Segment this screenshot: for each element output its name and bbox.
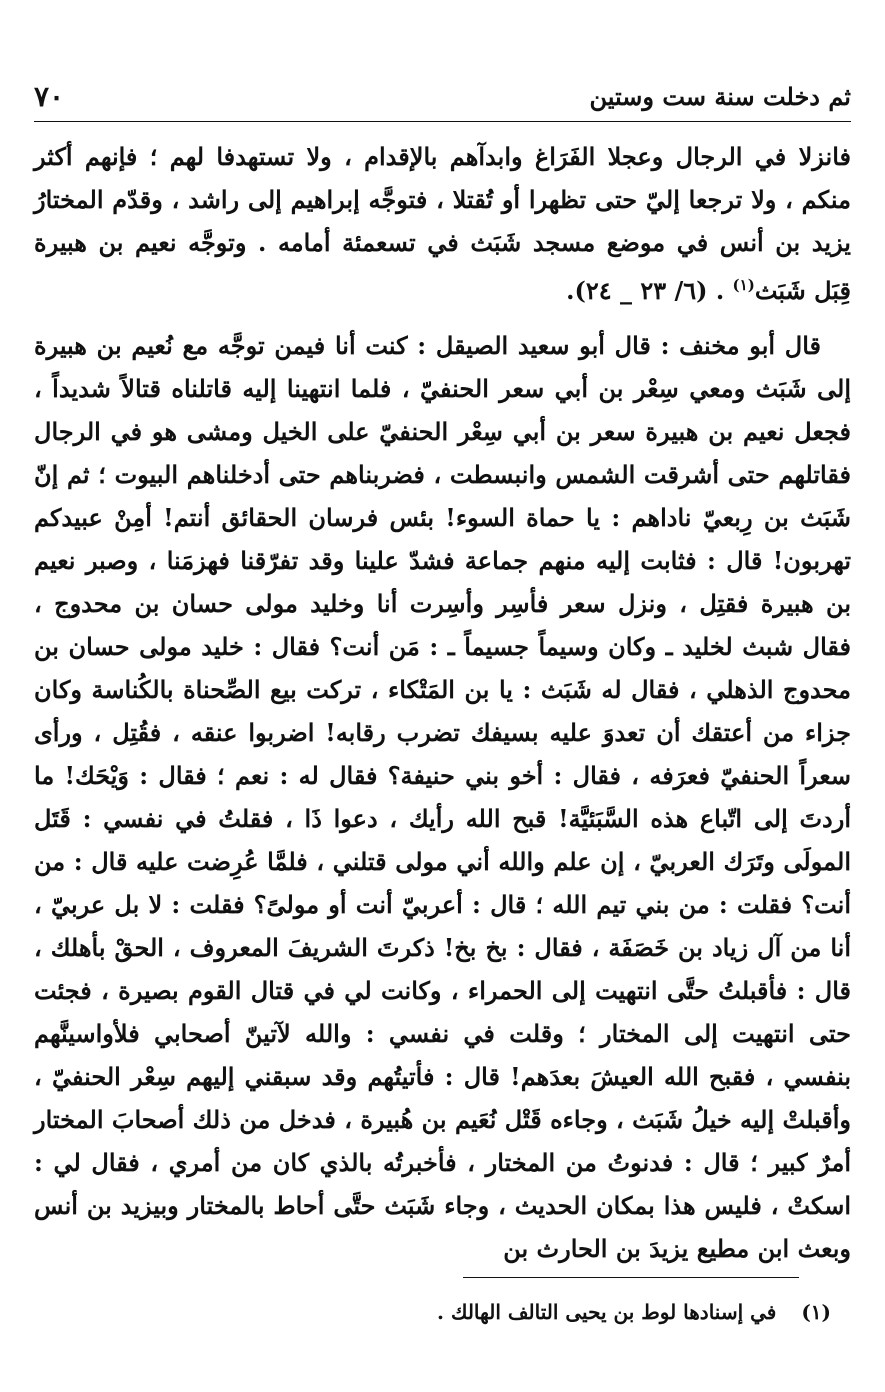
header-rule: [34, 121, 851, 122]
body-text: [34, 135, 851, 1282]
page-number: ٧٠: [34, 80, 65, 113]
paragraph-2-text: قال أبو مخنف : قال أبو سعيد الصيقل : كنت أنا فيمن توجَّه مع نُعيم بن هبيرة إلى شَبَث ومعي سِعْر بن أبي سعر الحنفيّ ، فلما انتهينا إليه قاتلناه قتالاً شديداً ، فجعل نعيم بن هبيرة سعر بن أبي سِعْر الحنفيّ على الخيل ومشى هو في الرجال فقاتلهم حتى أشرقت الشمس وانبسطت ، فضربناهم حتى أدخلناهم البيوت ؛ ثم إنّ شَبَث بن رِبعيّ ناداهم : يا حماة السوء! بئس فرسان الحقائق أنتم! أمِنْ عبيدكم تهربون! قال : فثابت إليه منهم جماعة فشدّ علينا وقد تفرّقنا فهزمَنا ، وصبر نعيم بن هبيرة فقتِل ، ونزل سعر فأسِر وأسِرت أنا وخليد مولى حسان بن محدوج ، فقال شبث لخليد ـ وكان وسيماً جسيماً ـ : مَن أنت؟ فقال : خليد مولى حسان بن محدوج الذهلي ، فقال له شَبَث : يا بن المَتْكاء ، تركت بيع الصِّحناة بالكُناسة وكان جزاء من أعتقك أن تعدوَ عليه بسيفك تضرب رقابه! اضربوا عنقه ، فقُتِل ، ورأى سعراً الحنفيّ فعرَفه ، فقال : أخو بني حنيفة؟ فقال له : نعم ؛ فقال : وَيْحَك! ما أردتَ إلى اتّباع هذه السَّبَئيَّة! قبح الله رأيك ، دعوا ذَا ، فقلتُ في نفسي : قَتَل المولَى وتَرَك العربيّ ، إن علم والله أني مولى قتلني ، فلمَّا عُرِضت عليه قال : من أنت؟ فقلت : من بني تيم الله ؛ قال : أعربيّ أنت أو مولىً؟ فقلت : لا بل عربيّ ، أنا من آل زياد بن خَصَفَة ، فقال : بخ بخ! ذكرتَ الشريفَ المعروف ، الحقْ بأهلك ، قال : فأقبلتُ حتَّى انتهيت إلى الحمراء ، وكانت لي في قتال القوم بصيرة ، فجئت حتى انتهيت إلى المختار ؛ وقلت في نفسي : والله لآتينّ أصحابي فلأواسينَّهم بنفسي ، فقبح الله العيشَ بعدَهم! قال : فأتيتُهم وقد سبقني إليهم سِعْر الحنفيّ ، وأقبلتْ إليه خيلُ شَبَث ، وجاءه قَتْل نُعَيم بن هُبيرة ، فدخل من ذلك أصحابَ المختار أمرٌ كبير ؛ قال : فدنوتُ من المختار ، فأخبرتُه بالذي كان من أمري ، فقال لي : اسكتْ ، فليس هذا بمكان الحديث ، وجاء شَبَث حتَّى أحاط بالمختار وبيزيد بن أنس وبعث ابن مطيع يزيدَ بن الحارث بن: [34, 331, 852, 1263]
page-header: [34, 80, 851, 116]
paragraph-1-text: فانزلا في الرجال وعجلا الفَرَاغ وابدآهم بالإقدام ، ولا تستهدفا لهم ؛ فإنهم أكثر منكم ، ولا ترجعا إليّ حتى تظهرا أو تُقتلا ، فتوجَّه إبراهيم إلى راشد ، وقدّم المختارُ يزيد بن أنس في موضع مسجد شَبَث في تسعمئة أمامه . وتوجَّه نعيم بن هبيرة قِبَل شَبَث: [34, 142, 851, 305]
footnote-text: في إسنادها لوط بن يحيى التالف الهالك .: [437, 1300, 777, 1324]
footnote-reference: (١): [732, 276, 755, 294]
paragraph-1: [34, 135, 851, 312]
paragraph-2: [34, 324, 851, 1270]
running-title: ثم دخلت سنة ست وستين: [589, 82, 851, 111]
paragraph-1-citation: . (٦/ ٢٣ _ ٢٤).: [566, 276, 725, 305]
footnote-rule: [463, 1277, 799, 1278]
footnote: [34, 1297, 831, 1327]
footnote-marker: (١): [801, 1300, 831, 1324]
